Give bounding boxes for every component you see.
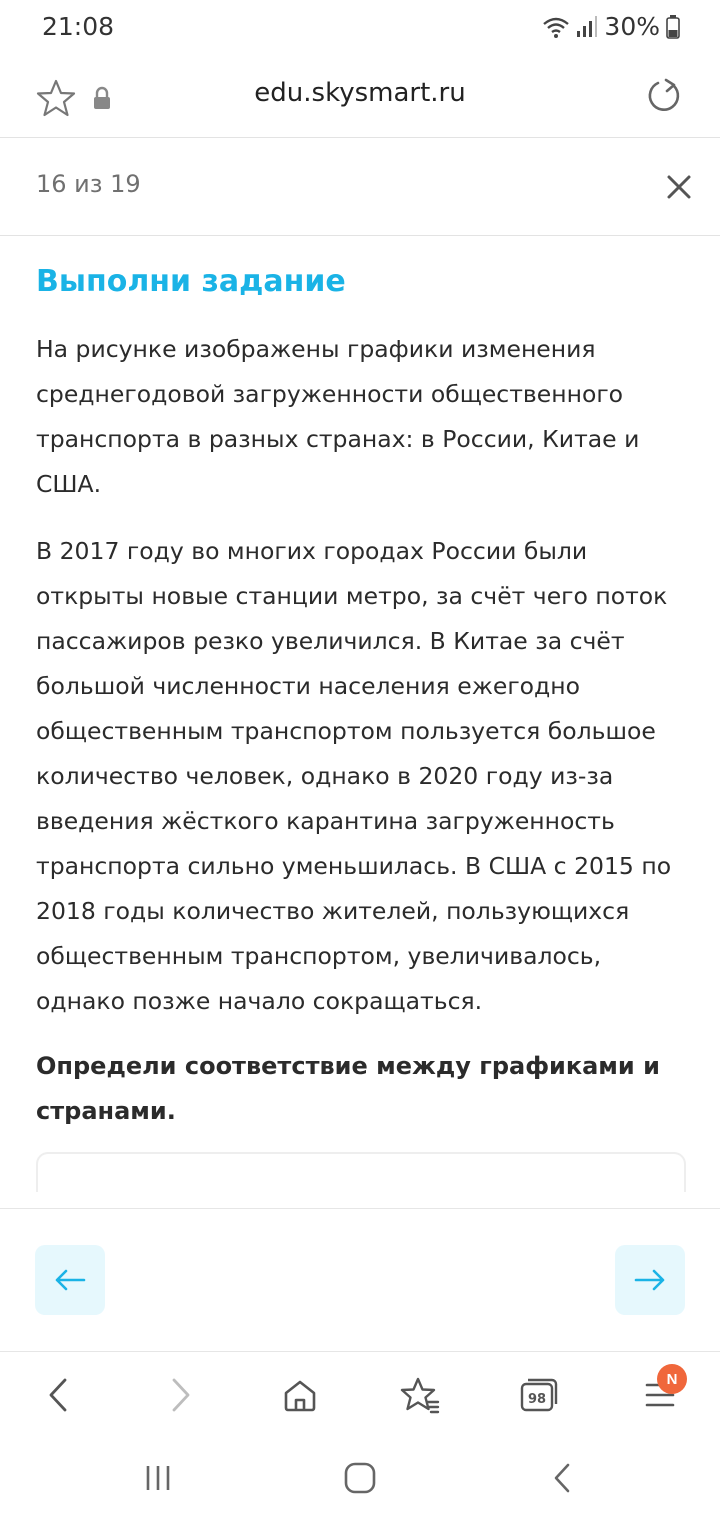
recents-icon xyxy=(143,1464,173,1492)
forward-button[interactable] xyxy=(158,1372,204,1418)
tabs-icon xyxy=(519,1377,559,1413)
battery-icon xyxy=(666,15,680,39)
recents-button[interactable] xyxy=(138,1458,178,1498)
tabs-count: 98 xyxy=(527,1392,547,1407)
task-question: Определи соответствие между графиками и странами. xyxy=(36,1052,660,1125)
home-button-icon xyxy=(344,1462,376,1494)
status-icons xyxy=(542,12,680,41)
home-button[interactable] xyxy=(277,1372,323,1418)
arrow-right-icon xyxy=(634,1269,666,1291)
task-intro: На рисунке изображены графики изменения среднегодовой загруженности общественного транспорта в разных странах: в России, Китае и США. xyxy=(36,335,640,498)
status-time: 21:08 xyxy=(42,12,115,41)
status-bar xyxy=(0,0,720,56)
browser-toolbar xyxy=(0,1352,720,1438)
task-description: В 2017 году во многих городах России были открыты новые станции метро, за счёт чего поток пассажиров резко увеличился. В Китае за счёт большой численности населения ежегодно общественным транспортом пользуется большое количество человек, однако в 2020 году из-за введения жёсткого карантина загруженность транспорта сильно уменьшилась. В США с 2015 по 2018 годы количество жителей, пользующихся общественным транспортом, увеличивалось, однако позже начало сокращаться. xyxy=(36,537,672,1015)
previous-task-button[interactable] xyxy=(35,1245,105,1315)
back-button[interactable] xyxy=(35,1372,81,1418)
task-navigation xyxy=(0,1208,720,1352)
task-header xyxy=(0,138,720,236)
back-icon xyxy=(46,1377,70,1413)
bookmarks-button[interactable] xyxy=(397,1372,443,1418)
bookmarks-icon xyxy=(400,1376,440,1414)
system-back-button[interactable] xyxy=(542,1458,582,1498)
home-icon xyxy=(282,1378,318,1412)
battery-percent: 30% xyxy=(604,12,660,41)
system-nav-bar xyxy=(0,1438,720,1520)
reload-icon[interactable] xyxy=(644,76,684,116)
task-title: Выполни задание xyxy=(36,264,346,299)
next-task-button[interactable] xyxy=(615,1245,685,1315)
progress-counter: 16 из 19 xyxy=(36,170,141,198)
forward-icon xyxy=(169,1377,193,1413)
signal-icon xyxy=(576,15,598,39)
menu-notification-badge: N xyxy=(657,1364,687,1394)
tabs-button[interactable] xyxy=(516,1372,562,1418)
answer-card xyxy=(36,1152,686,1192)
wifi-icon xyxy=(542,15,570,39)
url-bar[interactable] xyxy=(0,56,720,138)
system-home-button[interactable] xyxy=(340,1458,380,1498)
arrow-left-icon xyxy=(54,1269,86,1291)
close-icon[interactable] xyxy=(666,174,692,200)
task-content xyxy=(36,236,686,1208)
url-text[interactable]: edu.skysmart.ru xyxy=(254,78,466,108)
system-back-icon xyxy=(552,1462,572,1494)
